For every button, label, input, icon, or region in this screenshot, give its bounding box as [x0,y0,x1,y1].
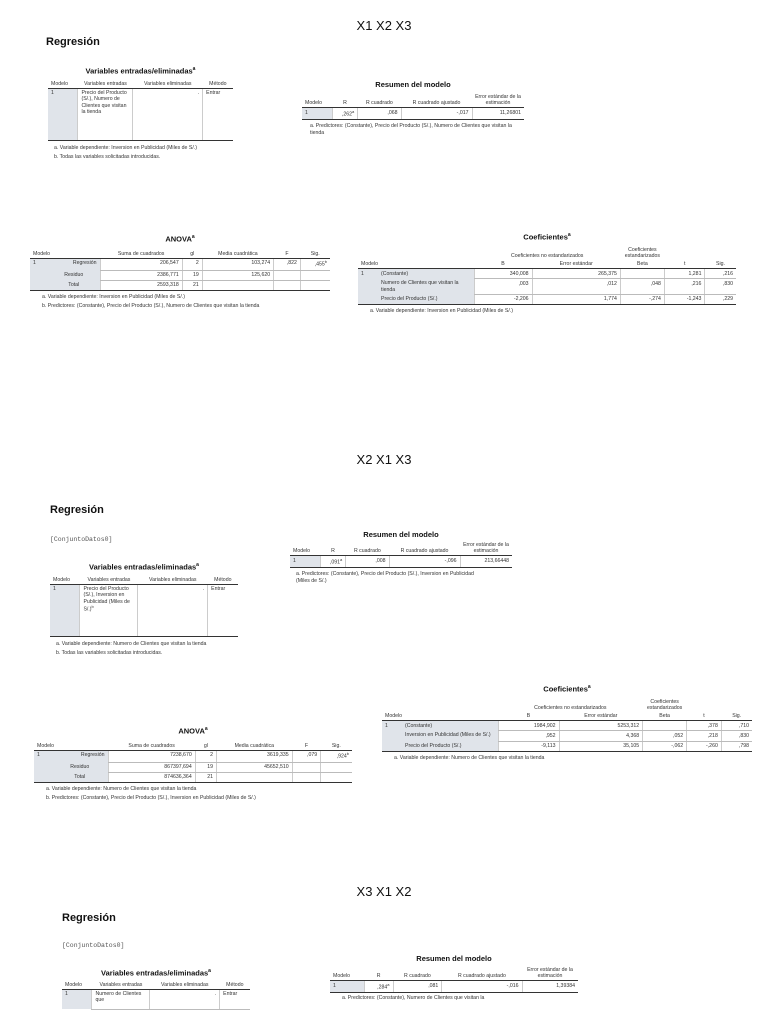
anova-table-2 [34,726,352,802]
coef-label: (Constante) [402,721,498,731]
h-r2: R cuadrado [346,541,389,556]
h-var-eliminadas: Variables eliminadas [138,576,208,585]
coef-b: -2,206 [474,294,532,304]
regresion-heading-3: Regresión [62,912,116,924]
r2-adj-value: -,096 [389,556,460,568]
h-beta: Beta [643,712,687,721]
h-b: B [474,260,532,269]
anova-note-b: b. Predictores: (Constante), Precio del Producto (S/.), Numero de Clientes que visitan la tienda [42,303,260,310]
coef-title: Coeficientes$^a$ [543,684,591,694]
anova-label: Regresión [52,750,108,762]
h-f: F [292,742,320,751]
anova-table-1 [30,234,330,310]
h-metodo: Método [208,576,238,585]
model-summary-1 [302,80,524,137]
h-beta: Beta [620,260,664,269]
h-sig: Sig. [321,742,352,751]
summary-note: a. Predictores: (Constante), Numero de Clientes que visitan la [342,995,485,1002]
coef-t: ,216 [664,279,705,294]
anova-ss: 2386,771 [100,270,182,280]
section-title-2: X2 X1 X3 [356,452,412,467]
h-err-std: Error estándar [532,260,620,269]
model-summary-2 [290,530,512,585]
coef-sig: ,216 [705,269,736,279]
h-media: Media cuadrática [202,250,273,259]
coef-se: ,012 [532,279,620,294]
h-error: Error estándar de la estimación [472,93,524,108]
anova-gl: 19 [195,762,216,772]
coef-b: ,952 [498,731,559,741]
model-number: 1 [358,269,378,279]
anova-label: Total [48,280,100,290]
coef-b: 1984,902 [498,721,559,731]
removed-vars: . [133,88,203,140]
h-modelo: Modelo [290,541,320,556]
coef-beta: ,052 [643,731,687,741]
h-err-std: Error estándar [559,712,643,721]
h-media: Media cuadrática [216,742,292,751]
method: Entrar [220,989,250,1009]
h-gl: gl [182,250,202,259]
coef-se: 35,105 [559,741,643,751]
model-number: 1 [62,989,92,1009]
coef-label: (Constante) [378,269,474,279]
section-title-3: X3 X1 X2 [356,884,412,899]
anova-note-a: a. Variable dependiente: Inversion en Publicidad (Miles de S/.) [42,294,185,301]
h-r2-adj: R cuadrado ajustado [389,541,460,556]
model-number: 1 [48,88,78,140]
h-modelo: Modelo [50,576,80,585]
summary-title: Resumen del modelo [363,530,439,539]
anova-sig: ,455$^b$ [300,258,330,270]
h-var-entradas: Variables entradas [80,576,138,585]
anova-ms: 45652,510 [216,762,292,772]
r2-adj-value: -,017 [401,108,472,120]
h-r2: R cuadrado [358,93,401,108]
coef-sig: ,798 [721,741,752,751]
h-r2-adj: R cuadrado ajustado [401,93,472,108]
h-coef-no: Coeficientes no estandarizados [534,704,607,711]
anova-note-b: b. Predictores: (Constante), Precio del Producto (S/.), Inversion en Publicidad (Miles de S/.) [46,795,256,802]
entered-vars: Numero de Clientes que [92,989,150,1009]
anova-title: ANOVA$^a$ [178,726,208,736]
h-r: R [364,966,393,981]
vars-title: Variables entradas/eliminadas$^a$ [85,66,196,76]
h-f: F [274,250,301,259]
coef-table-1 [358,232,736,315]
coef-label: Numero de Clientes que visitan la tienda [378,279,474,294]
model-number: 1 [330,981,364,993]
coef-beta: -,062 [643,741,687,751]
h-t: t [664,260,705,269]
coef-label: Inversion en Publicidad (Miles de S/.) [402,731,498,741]
anova-label: Residuo [52,762,108,772]
coef-b: ,003 [474,279,532,294]
h-coef-std: Coeficientes estandarizados [624,246,660,259]
coef-t: 1,281 [664,269,705,279]
coef-b: 340,008 [474,269,532,279]
r2-value: ,081 [393,981,442,993]
dataset-label-2: [ConjuntoDatos0] [50,536,113,543]
coef-se: 265,375 [532,269,620,279]
h-coef-no: Coeficientes no estandarizados [511,252,584,259]
anova-gl: 21 [182,280,202,290]
h-suma: Suma de cuadrados [100,250,182,259]
h-var-entradas: Variables entradas [92,981,150,990]
vars-table-2 [50,562,238,657]
regresion-heading-1: Regresión [46,36,100,48]
r-value: ,091$^a$ [320,556,345,568]
h-modelo: Modelo [382,712,498,721]
r2-value: ,008 [346,556,389,568]
model-number: 1 [382,721,402,731]
coef-beta: -,274 [620,294,664,304]
anova-label: Total [52,772,108,782]
section-title-1: X1 X2 X3 [356,18,412,33]
anova-ss: 874636,364 [108,772,195,782]
h-modelo: Modelo [330,966,364,981]
model-number: 1 [30,258,48,270]
h-var-eliminadas: Variables eliminadas [150,981,220,990]
removed-vars: . [150,989,220,1009]
coef-se: 5253,312 [559,721,643,731]
model-number: 1 [34,750,52,762]
summary-title: Resumen del modelo [375,80,451,89]
coef-sig: ,830 [705,279,736,294]
anova-gl: 2 [195,750,216,762]
entered-vars: Precio del Producto (S/.), Numero de Clientes que visitan la tienda [78,88,133,140]
h-modelo: Modelo [358,260,474,269]
coef-title: Coeficientes$^a$ [523,232,571,242]
anova-gl: 21 [195,772,216,782]
anova-gl: 19 [182,270,202,280]
dataset-label-3: [ConjuntoDatos0] [62,942,125,949]
h-t: t [687,712,722,721]
coef-note: a. Variable dependiente: Inversion en Publicidad (Miles de S/.) [370,308,513,315]
coef-t: -1,243 [664,294,705,304]
model-number: 1 [50,584,80,636]
anova-label: Residuo [48,270,100,280]
method: Entrar [208,584,238,636]
anova-f: ,079 [292,750,320,762]
anova-title: ANOVA$^a$ [165,234,195,244]
vars-table-1 [48,66,233,161]
h-b: B [498,712,559,721]
coef-beta: ,048 [620,279,664,294]
h-modelo: Modelo [34,742,108,751]
coef-label: Precio del Producto (S/.) [402,741,498,751]
anova-ms: 103,274 [202,258,273,270]
summary-note: a. Predictores: (Constante), Precio del Producto (S/.), Numero de Clientes que visitan la tienda [310,123,512,137]
error-value: 1,39384 [522,981,578,993]
h-r: R [320,541,345,556]
coef-b: -9,113 [498,741,559,751]
anova-label: Regresión [48,258,100,270]
h-modelo: Modelo [302,93,332,108]
h-coef-std: Coeficientes estandarizados [647,698,683,711]
h-r2: R cuadrado [393,966,442,981]
error-value: 213,66448 [460,556,512,568]
model-summary-3 [330,954,578,1002]
model-number: 1 [302,108,332,120]
coef-label: Precio del Producto (S/.) [378,294,474,304]
method: Entrar [203,88,233,140]
coef-table-2 [382,684,752,762]
anova-ms: 125,620 [202,270,273,280]
vars-title: Variables entradas/eliminadas$^a$ [89,562,199,572]
coef-se: 1,774 [532,294,620,304]
entered-vars: Precio del Producto (S/.), Inversion en Publicidad (Miles de S/.)$^b$ [80,584,138,636]
vars-note-a: a. Variable dependiente: Inversion en Publicidad (Miles de S/.) [54,144,197,151]
coef-note: a. Variable dependiente: Numero de Clientes que visitan la tienda [394,754,545,761]
h-r2-adj: R cuadrado ajustado [442,966,522,981]
regresion-heading-2: Regresión [50,504,104,516]
vars-title: Variables entradas/eliminadas$^a$ [101,968,211,978]
vars-table-3 [62,968,250,1010]
coef-beta [643,721,687,731]
r2-adj-value: -,016 [442,981,522,993]
vars-note-b: b. Todas las variables solicitadas introducidas. [56,649,163,656]
anova-ss: 7238,670 [108,750,195,762]
anova-f: ,822 [274,258,301,270]
h-gl: gl [195,742,216,751]
coef-t: -,260 [687,741,722,751]
anova-gl: 2 [182,258,202,270]
model-number: 1 [290,556,320,568]
h-modelo: Modelo [30,250,100,259]
vars-note-b: b. Todas las variables solicitadas introducidas. [54,153,161,160]
h-modelo: Modelo [48,80,78,89]
anova-ss: 867397,694 [108,762,195,772]
h-var-entradas: Variables entradas [78,80,133,89]
h-error: Error estándar de la estimación [460,541,512,556]
anova-note-a: a. Variable dependiente: Numero de Clientes que visitan la tienda [46,786,197,793]
h-error: Error estándar de la estimación [522,966,578,981]
coef-beta [620,269,664,279]
error-value: 11,26801 [472,108,524,120]
h-sig: Sig. [705,260,736,269]
r-value: ,284$^a$ [364,981,393,993]
r2-value: ,068 [358,108,401,120]
coef-sig: ,710 [721,721,752,731]
h-var-eliminadas: Variables eliminadas [133,80,203,89]
anova-ms: 3619,335 [216,750,292,762]
anova-ss: 206,547 [100,258,182,270]
h-r: R [332,93,357,108]
h-metodo: Método [203,80,233,89]
coef-t: ,218 [687,731,722,741]
h-metodo: Método [220,981,250,990]
h-modelo: Modelo [62,981,92,990]
coef-se: 4,368 [559,731,643,741]
coef-t: ,378 [687,721,722,731]
anova-ss: 2593,318 [100,280,182,290]
h-sig: Sig. [300,250,330,259]
vars-note-a: a. Variable dependiente: Numero de Clientes que visitan la tienda [56,640,207,647]
anova-sig: ,924$^b$ [321,750,352,762]
removed-vars: . [138,584,208,636]
coef-sig: ,830 [721,731,752,741]
summary-note: a. Predictores: (Constante), Precio del Producto (S/.), Inversion en Publicidad (Miles de S/.) [296,571,474,585]
h-suma: Suma de cuadrados [108,742,195,751]
coef-sig: ,229 [705,294,736,304]
summary-title: Resumen del modelo [416,954,492,963]
r-value: ,262$^a$ [332,108,357,120]
h-sig: Sig. [721,712,752,721]
